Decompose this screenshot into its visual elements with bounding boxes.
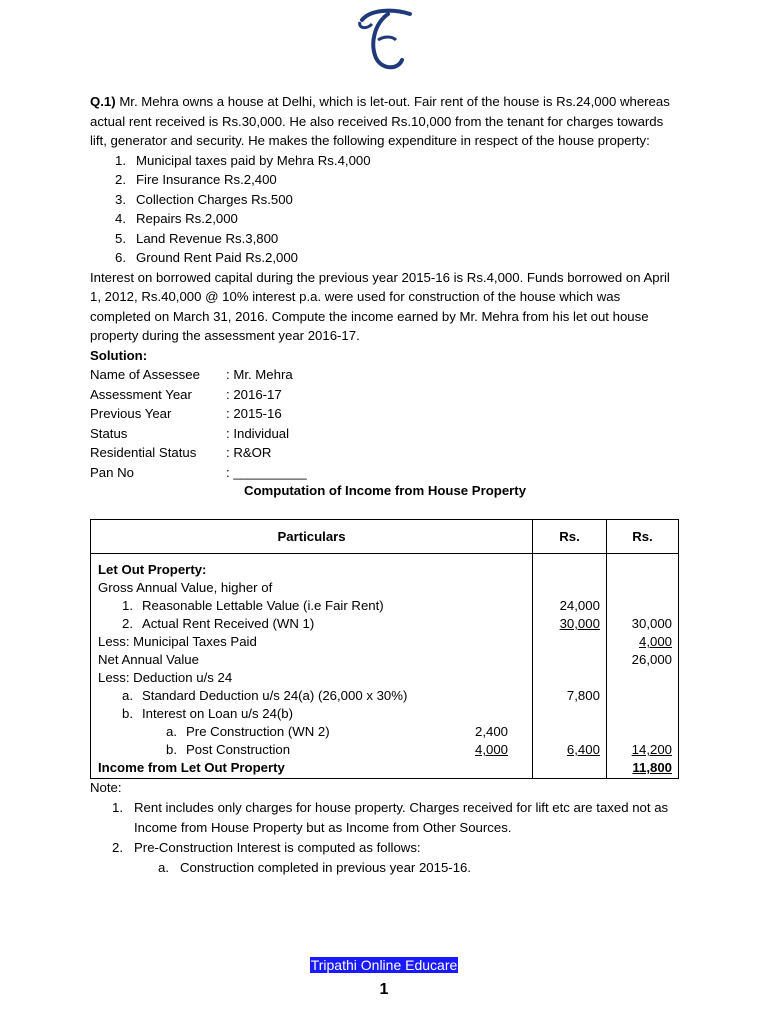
question-section [90,92,680,500]
value-int-total: 6,400 [566,742,600,757]
detail-value: : 2016-17 [226,386,282,402]
page-number: 1 [379,981,389,998]
header-rs-1: Rs. [533,520,607,554]
footer-brand: Tripathi Online Educare [310,957,458,973]
value-arr: 30,000 [559,616,600,631]
value-gav: 30,000 [631,616,672,631]
table-title: Computation of Income from House Property [243,483,527,498]
detail-value: : Mr. Mehra [226,367,293,382]
amount-col-1 [533,554,607,779]
detail-key: Residential Status [90,445,197,460]
notes-section [90,778,690,878]
header-rs-2: Rs. [606,520,678,554]
particulars-cell [91,554,533,779]
row-heading: Let Out Property: [98,562,207,577]
expense-list [90,151,680,268]
list-item: 1. Municipal taxes paid by Mehra Rs.4,000 [115,152,371,168]
list-item: 2. Pre-Construction Interest is computed as follows: [112,840,421,855]
row-deduction: Less: Deduction u/s 24 [98,670,233,685]
value-ded-total: 14,200 [631,742,672,757]
detail-key: Pan No [90,464,134,480]
value-mun: 4,000 [638,634,672,649]
row-pre: a. Pre Construction (WN 2) 2,400 [166,724,508,739]
detail-key: Name of Assessee [90,367,200,382]
row-rlv: 1. Reasonable Lettable Value (i.e Fair Rent) [122,598,384,613]
amount-col-2 [606,554,678,779]
detail-key: Status [90,425,128,441]
question-intro-text: Mr. Mehra owns a house at Delhi, which is let-out. Fair rent of the house is Rs.24,000 whereas actual rent received is Rs.30,000. He also received Rs.10,000 from the tenant for charges towards lift, generator and security. He makes the following expenditure in respect of the house property: [90,94,670,148]
detail-value: : __________ [226,464,307,480]
question-intro [90,92,680,151]
row-post: b. Post Construction 4,000 [166,742,508,757]
solution-label: Solution: [90,347,148,363]
list-item: 2. Fire Insurance Rs.2,400 [115,172,277,187]
detail-value: : 2015-16 [226,406,282,421]
computation-table [90,519,679,779]
row-nav: Net Annual Value [98,652,199,667]
row-income: Income from Let Out Property [98,760,285,775]
detail-value: : R&OR [226,445,272,460]
list-item: 6. Ground Rent Paid Rs.2,000 [115,250,299,265]
list-item: 5. Land Revenue Rs.3,800 [115,230,279,246]
footer [0,957,768,973]
row-standard: a. Standard Deduction u/s 24(a) (26,000 x 30%) [122,688,408,703]
list-item: a. Construction completed in previous year 2015-16. [158,860,472,875]
question-label: Q.1) [90,94,116,109]
value-std: 7,800 [566,688,600,703]
list-item: 4. Repairs Rs.2,000 [115,211,238,226]
value-income: 11,800 [632,760,672,775]
value-rlv: 24,000 [559,598,600,613]
row-interest: b. Interest on Loan u/s 24(b) [122,706,294,721]
value-nav: 26,000 [631,652,672,667]
header-particulars: Particulars [91,520,533,554]
detail-value: : Individual [226,425,290,441]
detail-key: Previous Year [90,406,172,421]
row-arr: 2. Actual Rent Received (WN 1) [122,616,315,631]
list-item: 1. Rent includes only charges for house property. Charges received for lift etc are taxed not as Income from House Property but as Income from Other Sources. [112,800,669,835]
question-closing: Interest on borrowed capital during the previous year 2015-16 is Rs.4,000. Funds borrowed on April 1, 2012, Rs.40,000 @ 10% interest p.a. were used for construction of the house which was completed on March 31, 2016. Compute the income earned by Mr. Mehra from his let out house property during the assessment year 2016-17. [90,269,670,343]
list-item: 3. Collection Charges Rs.500 [115,191,293,207]
assessee-details [90,365,680,482]
row-gav: Gross Annual Value, higher of [98,580,273,595]
notes-label: Note: [90,780,122,795]
detail-key: Assessment Year [90,386,192,402]
tripathi-logo-icon [352,6,416,74]
row-municipal: Less: Municipal Taxes Paid [98,634,257,649]
